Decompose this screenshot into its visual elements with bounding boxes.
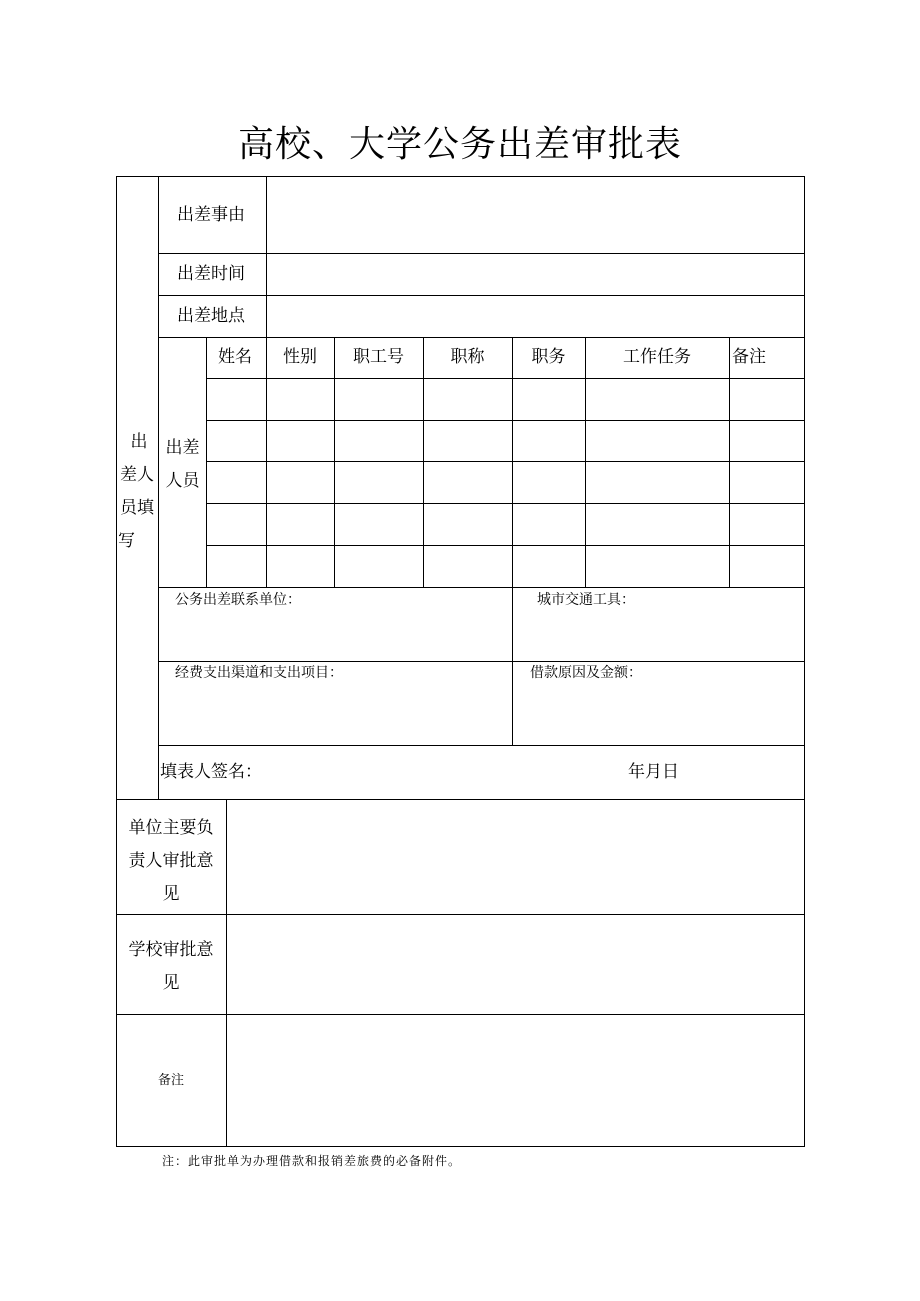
date-label: 年月日 bbox=[628, 762, 679, 782]
header-name: 姓名 bbox=[218, 347, 252, 367]
unit-approval-label: 单位主要负 责人审批意 见 bbox=[128, 818, 214, 904]
remarks-field[interactable] bbox=[227, 1015, 803, 1146]
expense-channel-label: 经费支出渠道和支出项目： bbox=[175, 665, 343, 681]
contact-unit-label: 公务出差联系单位： bbox=[175, 592, 301, 608]
trip-place-label: 出差地点 bbox=[177, 306, 245, 326]
header-task: 工作任务 bbox=[623, 347, 691, 367]
school-approval-label: 学校审批意 见 bbox=[128, 940, 214, 993]
header-staff-id: 职工号 bbox=[353, 347, 404, 367]
remarks-label: 备注 bbox=[157, 1073, 184, 1088]
page-title: 高校、大学公务出差审批表 bbox=[237, 124, 682, 165]
signature-label: 填表人签名： bbox=[160, 762, 262, 782]
header-remarks: 备注 bbox=[732, 347, 766, 367]
school-approval-field[interactable] bbox=[227, 915, 803, 1014]
trip-place-field[interactable] bbox=[267, 296, 803, 337]
header-position: 职务 bbox=[531, 347, 566, 367]
loan-reason-label: 借款原因及金额： bbox=[530, 665, 642, 681]
trip-time-label: 出差时间 bbox=[177, 264, 245, 284]
footnote: 注：此审批单为办理借款和报销差旅费的必备附件。 bbox=[162, 1154, 462, 1168]
applicant-section-label: 出 差人 员填 写 bbox=[118, 432, 154, 551]
trip-reason-field[interactable] bbox=[267, 177, 803, 253]
unit-approval-field[interactable] bbox=[227, 800, 803, 914]
approval-form-table bbox=[116, 176, 805, 1147]
trip-reason-label: 出差事由 bbox=[177, 205, 245, 225]
header-gender: 性别 bbox=[283, 347, 317, 367]
city-transport-label: 城市交通工具： bbox=[537, 592, 635, 608]
header-title: 职称 bbox=[450, 347, 485, 367]
trip-time-field[interactable] bbox=[267, 254, 803, 295]
personnel-label: 出差 人员 bbox=[165, 438, 200, 491]
